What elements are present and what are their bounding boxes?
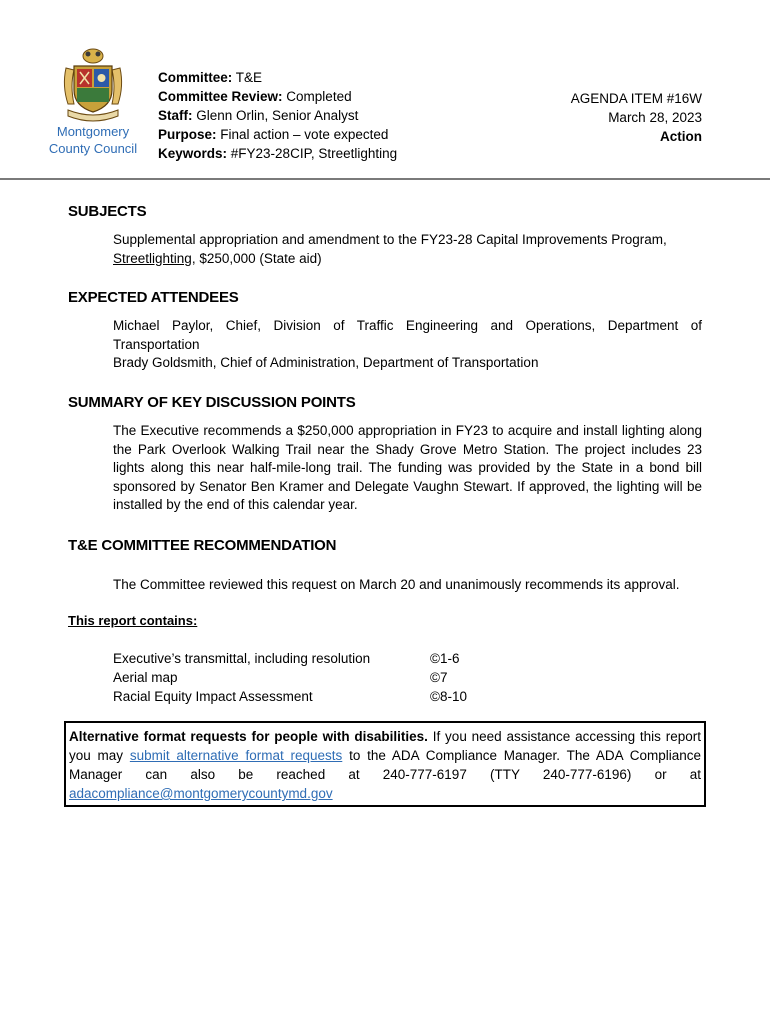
list-item [113,687,473,706]
purpose-row [158,125,397,144]
purpose-value: Final action – vote expected [216,127,389,142]
ada-email-link[interactable]: adacompliance@montgomerycountymd.gov [69,786,333,801]
recommendation-text: The Committee reviewed this request on March 20 and unanimously recommends its approval. [113,577,680,592]
list-item [113,649,473,668]
agenda-date: March 28, 2023 [608,110,702,125]
org-name-line1: Montgomery [56,124,130,139]
subjects-text-end: , $250,000 (State aid) [191,250,322,266]
contents-item-label: Aerial map [113,670,178,685]
committee-row [158,68,397,87]
contents-item-pages: ©1-6 [430,651,460,666]
staff-value: Glenn Orlin, Senior Analyst [192,108,359,123]
agenda-block [571,89,702,146]
recommendation-heading: T&E COMMITTEE RECOMMENDATION [68,537,337,554]
attendees-heading: EXPECTED ATTENDEES [68,289,239,306]
summary-text: The Executive recommends a $250,000 appropriation in FY23 to acquire and install lighting along the Park Overlook Walking Trail near the Shady Grove Metro Station. The project includes 23 lights along this near half-mile-long trail. The funding was provided by the State in a bond bill sponsored by Senator Ben Kramer and Delegate Vaughn Stewart. If approved, the lighting will be installed by the end of this calendar year. [113,423,702,512]
org-name-line2: County Council [48,141,138,156]
summary-heading: SUMMARY OF KEY DISCUSSION POINTS [68,394,356,411]
ada-text-1: If you need assistance accessing this report you may [69,729,701,763]
staff-label: Staff: [158,108,193,123]
committee-label: Committee: [158,70,233,85]
ada-bold-lead: Alternative format requests for people with disabilities. [69,729,428,744]
subjects-text [113,231,702,268]
staff-row [158,106,397,125]
review-value: Completed [282,89,352,104]
keywords-row [158,144,397,163]
contents-list [113,649,473,706]
attendee-1: Michael Paylor, Chief, Division of Traffic Engineering and Operations, Department of Transportation [113,318,702,352]
alternative-format-link[interactable]: submit alternative format requests [129,748,343,763]
review-row [158,87,397,106]
subjects-text-start: Supplemental appropriation and amendment to the FY23-28 Capital Improvements Program, [113,232,667,247]
subjects-heading: SUBJECTS [68,203,147,220]
contents-item-pages: ©7 [430,670,448,685]
county-seal-logo [60,46,126,124]
list-item [113,668,473,687]
ada-text-2: to the ADA Compliance Manager. The ADA Compliance Manager can also be reached at 240-777-6197 (TTY 240-777-6196) or at [69,748,701,782]
subjects-underlined: Streetlighting [113,250,192,266]
purpose-label: Purpose: [158,127,217,142]
keywords-label: Keywords: [158,146,228,161]
committee-value: T&E [232,70,263,85]
contents-item-pages: ©8-10 [430,689,467,704]
keywords-value: #FY23-28CIP, Streetlighting [227,146,398,161]
agenda-item: AGENDA ITEM #16W [570,91,702,106]
attendee-2: Brady Goldsmith, Chief of Administration, Department of Transportation [113,355,539,370]
memo-meta-block [158,68,397,163]
header-divider [0,178,770,180]
contents-item-label: Executive’s transmittal, including resolution [113,651,371,666]
agenda-action: Action [660,129,702,144]
accessibility-notice [64,721,706,807]
contents-heading: This report contains: [68,613,198,628]
contents-item-label: Racial Equity Impact Assessment [113,689,313,704]
review-label: Committee Review: [158,89,283,104]
